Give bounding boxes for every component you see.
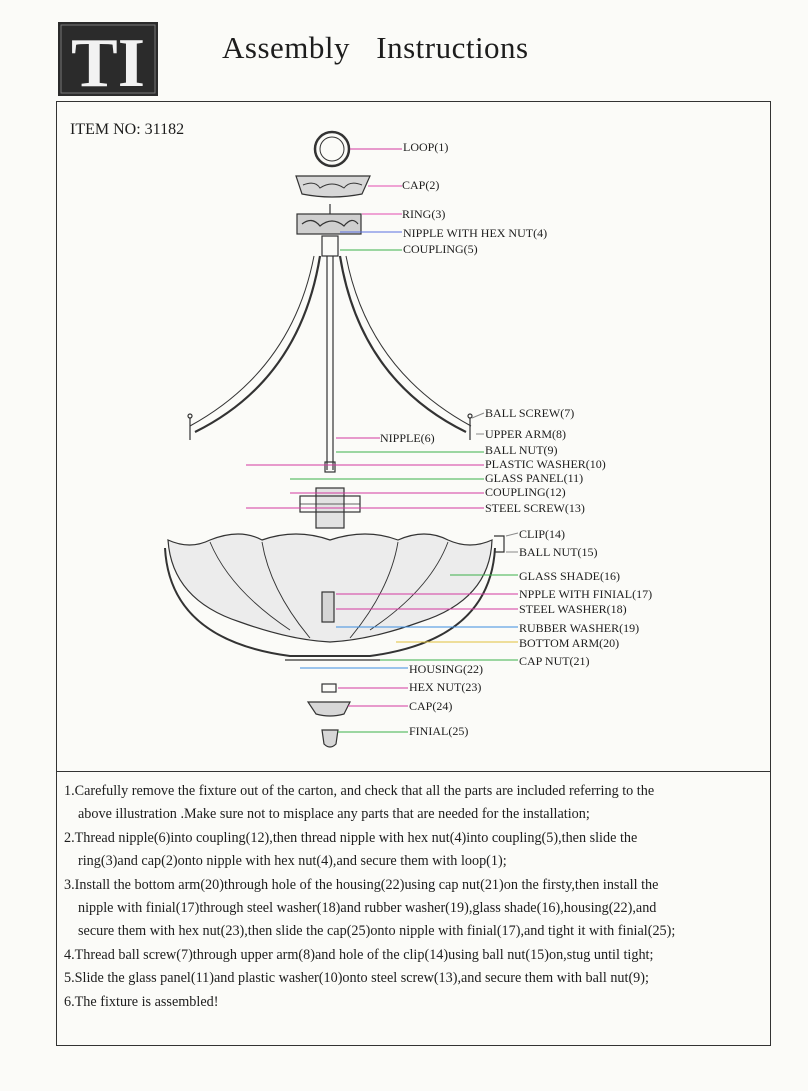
part-label-bottom-arm: BOTTOM ARM(20) <box>519 636 620 650</box>
part-label-coupling-5: COUPLING(5) <box>403 242 478 256</box>
part-label-coupling-12: COUPLING(12) <box>485 485 566 499</box>
instruction-step-2-cont: ring(3)and cap(2)onto nipple with hex nut(4),and secure them with loop(1); <box>78 853 507 870</box>
part-label-finial: FINIAL(25) <box>409 724 469 738</box>
instruction-step-3-cont-2: secure them with hex nut(23),then slide the cap(25)onto nipple with finial(17),and tight it with finial(25); <box>78 923 676 940</box>
finial-drawing <box>322 730 338 747</box>
part-label-hex-nut: HEX NUT(23) <box>409 680 482 694</box>
logo-text: TI <box>71 25 145 96</box>
part-label-ball-screw: BALL SCREW(7) <box>485 406 575 420</box>
instruction-step-3-cont: nipple with finial(17)through steel washer(18)and rubber washer(19),glass shade(16),housing(22),and <box>78 900 657 917</box>
part-label-steel-screw: STEEL SCREW(13) <box>485 501 585 515</box>
part-label-nipple-hex-nut: NIPPLE WITH HEX NUT(4) <box>403 226 548 240</box>
part-label-plastic-washer: PLASTIC WASHER(10) <box>485 457 606 471</box>
instruction-step-3: 3.Install the bottom arm(20)through hole of the housing(22)using cap nut(21)on the firsty,then install the <box>64 876 659 893</box>
instruction-step-5: 5.Slide the glass panel(11)and plastic washer(10)onto steel screw(13),and secure them with ball nut(9); <box>64 970 649 987</box>
part-label-glass-shade: GLASS SHADE(16) <box>519 569 621 583</box>
page-title: Assembly Instructions <box>222 30 529 65</box>
instruction-step-1: 1.Carefully remove the fixture out of the carton, and check that all the parts are included referring to the <box>64 783 655 799</box>
part-label-cap-24: CAP(24) <box>409 699 453 713</box>
part-label-ball-nut-15: BALL NUT(15) <box>519 545 598 559</box>
part-label-cap: CAP(2) <box>402 178 440 192</box>
part-label-nipple-finial: NPPLE WITH FINIAL(17) <box>519 587 653 601</box>
part-label-clip: CLIP(14) <box>519 527 565 541</box>
glass-shade-drawing <box>168 534 492 642</box>
cap-24-drawing <box>308 702 350 716</box>
part-label-loop: LOOP(1) <box>403 140 449 154</box>
instruction-step-4: 4.Thread ball screw(7)through upper arm(8)and hole of the clip(14)using ball nut(15)on,stug until tight; <box>64 946 654 963</box>
instruction-step-2: 2.Thread nipple(6)into coupling(12),then thread nipple with hex nut(4)into coupling(5),then slide the <box>64 829 638 846</box>
upper-arm-left <box>195 256 320 432</box>
part-label-ball-nut-9: BALL NUT(9) <box>485 443 558 457</box>
part-label-upper-arm: UPPER ARM(8) <box>485 427 567 441</box>
instruction-step-1-cont: above illustration .Make sure not to misplace any parts that are needed for the installation; <box>78 806 590 823</box>
upper-arm-right <box>340 256 466 432</box>
part-label-ring: RING(3) <box>402 207 446 221</box>
part-label-steel-washer: STEEL WASHER(18) <box>519 602 627 616</box>
part-label-housing: HOUSING(22) <box>409 662 483 676</box>
part-label-cap-nut: CAP NUT(21) <box>519 654 590 668</box>
part-label-rubber-washer: RUBBER WASHER(19) <box>519 621 640 635</box>
part-label-nipple-6: NIPPLE(6) <box>380 431 435 445</box>
item-number: ITEM NO: 31182 <box>70 121 185 138</box>
cap-drawing <box>296 176 370 197</box>
part-label-glass-panel: GLASS PANEL(11) <box>485 471 584 485</box>
instructions-list <box>64 780 764 1014</box>
ring-drawing <box>297 214 361 234</box>
instruction-step-6: 6.The fixture is assembled! <box>64 993 219 1010</box>
